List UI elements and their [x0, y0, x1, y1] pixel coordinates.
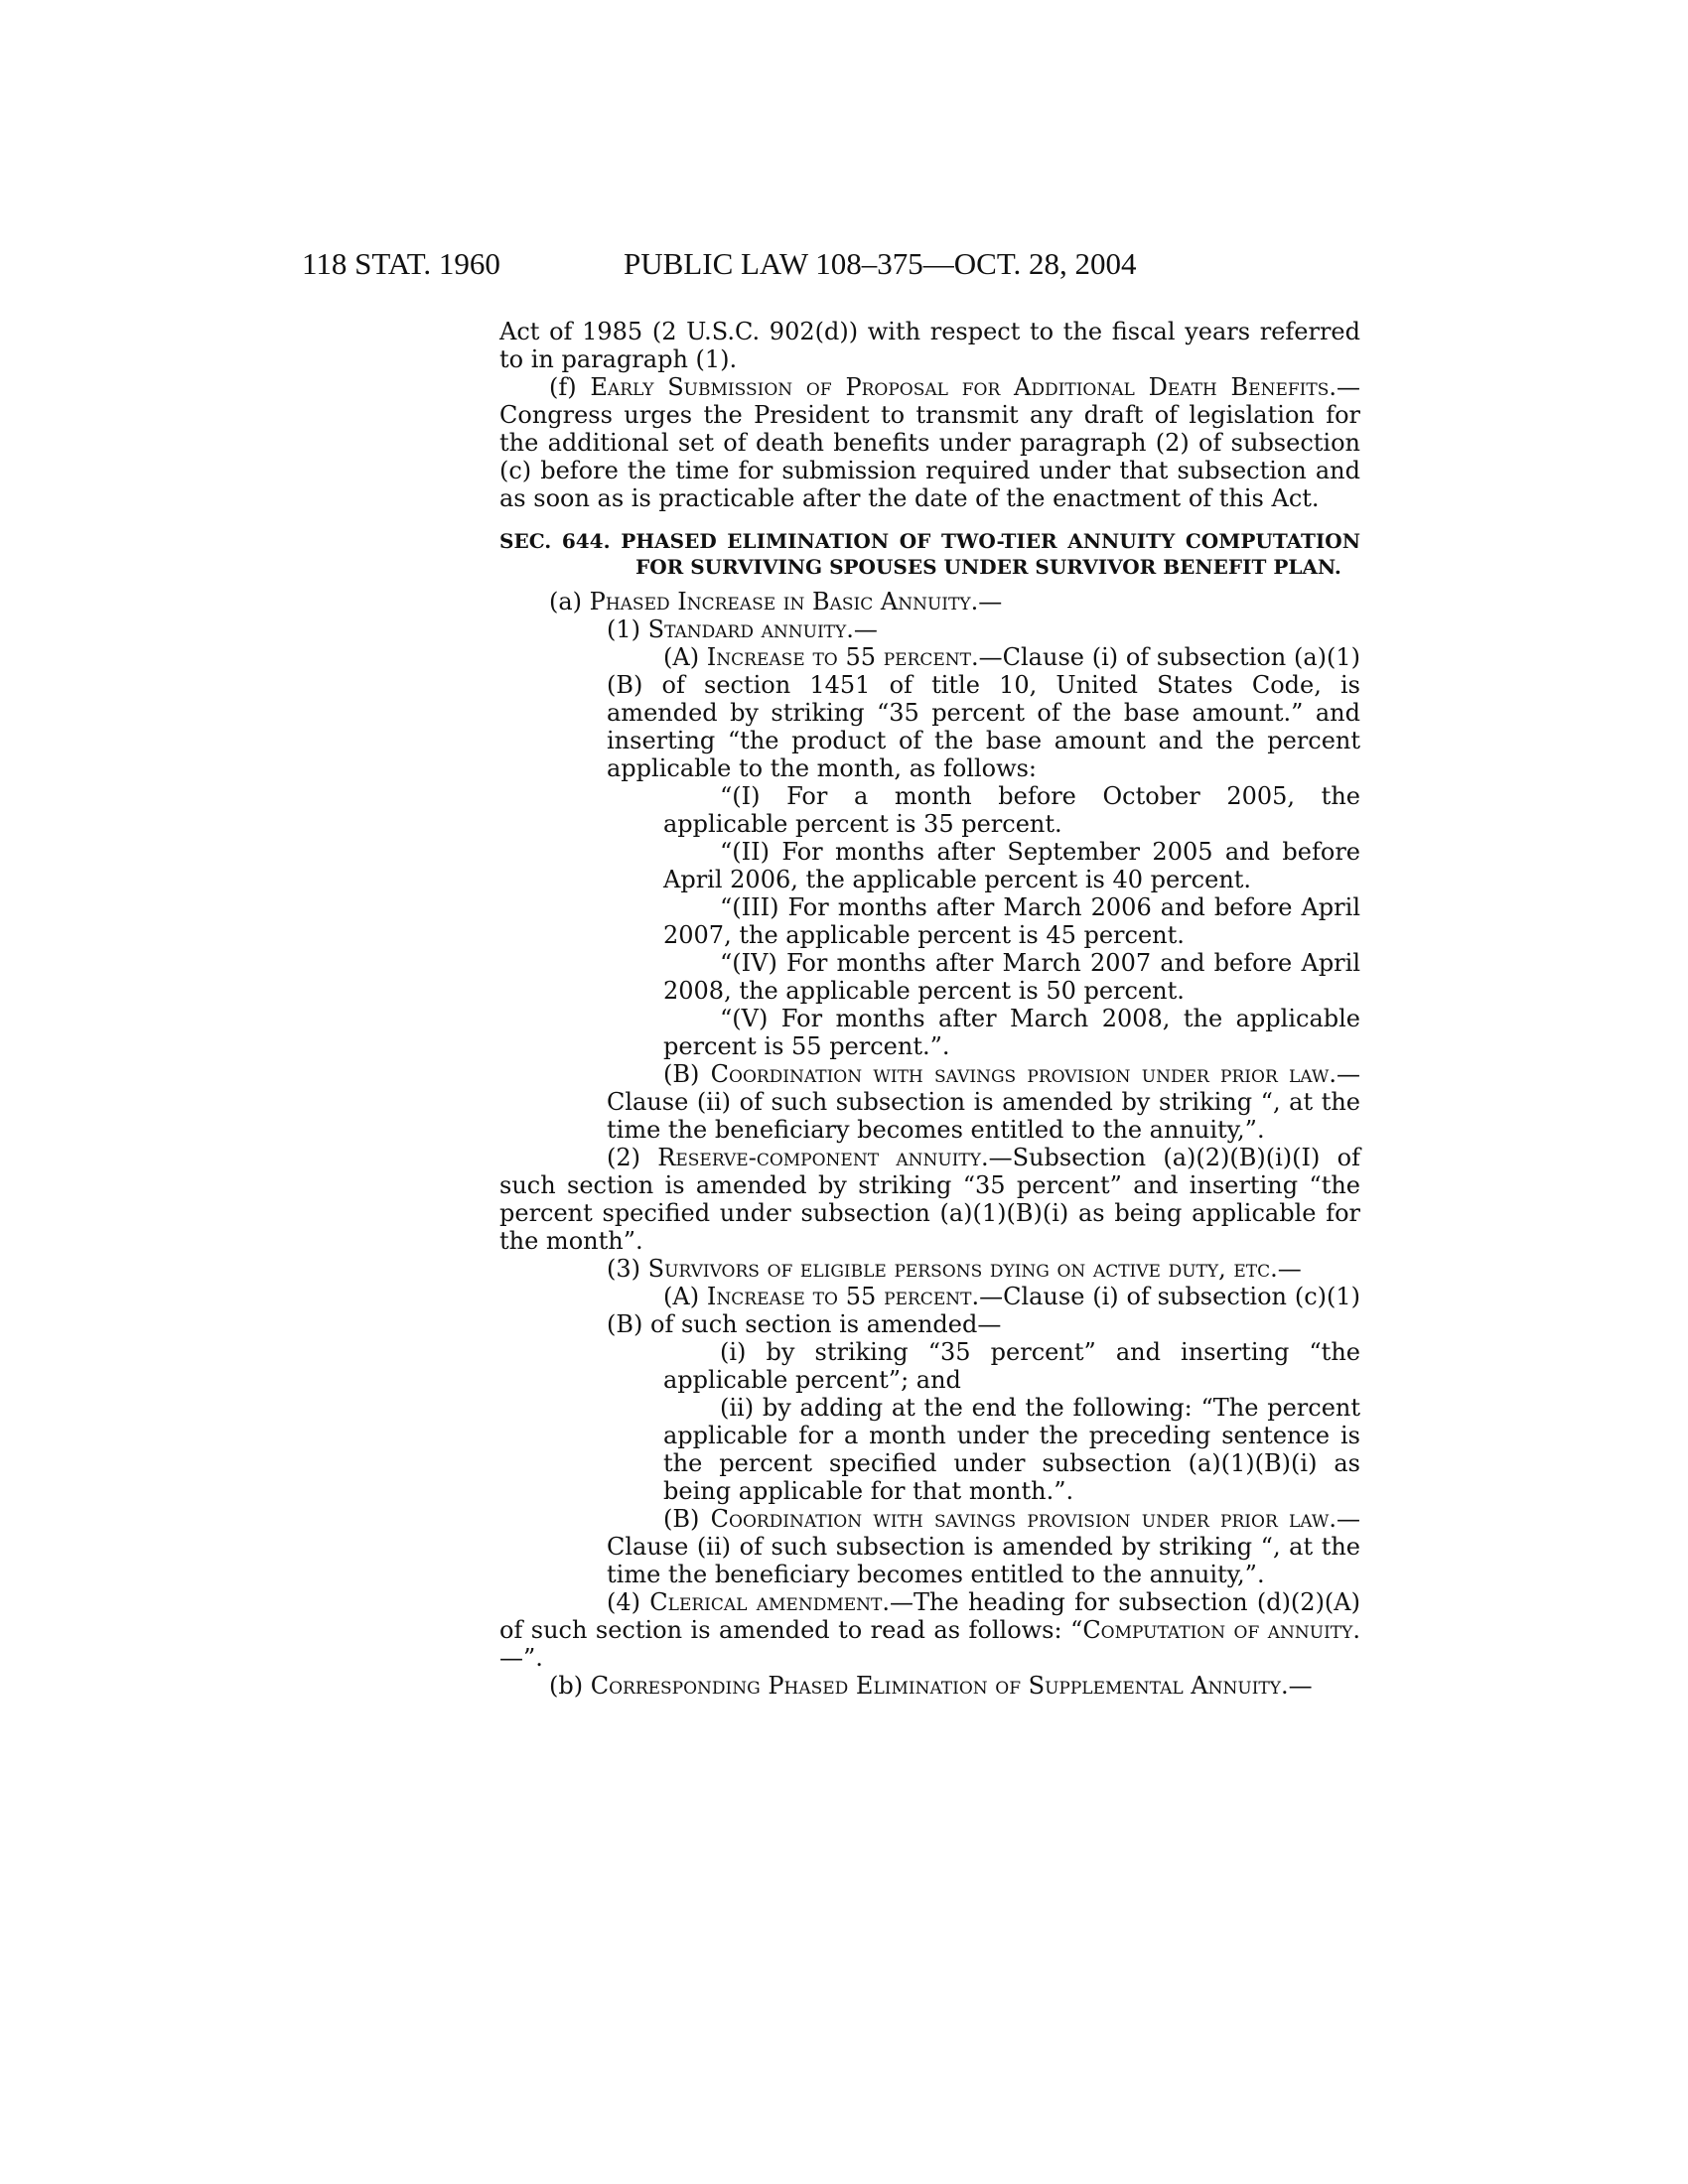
subsection-a-heading: Phased Increase in Basic Annuity.	[589, 588, 979, 615]
subparagraph-a3A-heading: Increase to 55 percent.	[706, 1283, 980, 1310]
subsection-f: (f) Early Submission of Proposal for Additional Death Benefits.—Congress urges the President to transmit any draft of legislation for the additional set of death benefits under paragraph (2) of subsection (c) before the time for submission required under that subsection and as soon as is practicable after the date of the enactment of this Act.	[499, 373, 1360, 512]
statute-page-number: 118 STAT. 1960	[302, 246, 500, 281]
subsection-b: (b) Corresponding Phased Elimination of Supplemental Annuity.—	[549, 1672, 1313, 1700]
paragraph-a3: (3) Survivors of eligible persons dying on active duty, etc.—	[607, 1255, 1302, 1283]
clause-IV: “(IV) For months after March 2007 and before April 2008, the applicable percent is 50 percent.	[663, 949, 1360, 1005]
clause-ii: (ii) by adding at the end the following: “The percent applicable for a month under the preceding sentence is the percent specified under subsection (a)(1)(B)(i) as being applicable for that month.”.	[663, 1394, 1360, 1505]
paragraph-a3-heading: Survivors of eligible persons dying on active duty, etc.	[647, 1255, 1278, 1283]
paragraph-a1: (1) Standard annuity.—	[607, 615, 878, 643]
paragraph-a2: (2) Reserve-component annuity.—Subsection (a)(2)(B)(i)(I) of such section is amended by striking “35 percent” and inserting “the percent specified under subsection (a)(1)(B)(i) as being applicable for the month”.	[499, 1144, 1360, 1255]
subsection-f-heading: Early Submission of Proposal for Additional Death Benefits.	[590, 373, 1336, 401]
continued-paragraph: Act of 1985 (2 U.S.C. 902(d)) with respect to the fiscal years referred to in paragraph (1).	[499, 318, 1360, 373]
document-body	[499, 318, 1360, 1700]
paragraph-a4: (4) Clerical amendment.—The heading for subsection (d)(2)(A) of such section is amended to read as follows: “Computation of annuity.—”.	[499, 1588, 1361, 1672]
paragraph-a1-heading: Standard annuity.	[647, 615, 854, 643]
subparagraph-a1A: (A) Increase to 55 percent.—Clause (i) of subsection (a)(1)(B) of section 1451 of title 10, United States Code, is amended by striking “35 percent of the base amount.” and inserting “the product of the base amount and the percent applicable to the month, as follows:	[607, 643, 1360, 782]
subparagraph-a1B: (B) Coordination with savings provision under prior law.—Clause (ii) of such subsection is amended by striking “, at the time the beneficiary becomes entitled to the annuity,”.	[607, 1060, 1360, 1144]
subparagraph-a3B-heading: Coordination with savings provision under prior law.	[710, 1505, 1336, 1533]
clause-i: (i) by striking “35 percent” and inserting “the applicable percent”; and	[663, 1338, 1360, 1394]
subparagraph-a1A-heading: Increase to 55 percent.	[706, 643, 979, 671]
section-heading: SEC. 644. PHASED ELIMINATION OF TWO-TIER ANNUITY COMPUTATION FOR SURVIVING SPOUSES UNDER SURVIVOR BENEFIT PLAN.	[499, 529, 1360, 579]
subparagraph-a1B-heading: Coordination with savings provision under prior law.	[710, 1060, 1336, 1088]
subsection-a: (a) Phased Increase in Basic Annuity.—	[549, 588, 1003, 615]
paragraph-a4-heading: Clerical amendment.	[649, 1588, 891, 1616]
page-header	[0, 246, 1688, 286]
subparagraph-a3A: (A) Increase to 55 percent.—Clause (i) of subsection (c)(1)(B) of such section is amended—	[607, 1283, 1361, 1338]
public-law-title: PUBLIC LAW 108–375—OCT. 28, 2004	[624, 246, 1137, 281]
clause-III: “(III) For months after March 2006 and before April 2007, the applicable percent is 45 percent.	[663, 893, 1360, 949]
paragraph-a4-quoted-heading: Computation of annuity.	[1082, 1616, 1361, 1644]
clause-I: “(I) For a month before October 2005, the applicable percent is 35 percent.	[663, 782, 1360, 838]
subsection-b-heading: Corresponding Phased Elimination of Supplemental Annuity.	[590, 1672, 1289, 1700]
clause-II: “(II) For months after September 2005 and before April 2006, the applicable percent is 40 percent.	[663, 838, 1360, 893]
clause-V: “(V) For months after March 2008, the applicable percent is 55 percent.”.	[663, 1005, 1360, 1060]
subparagraph-a3B: (B) Coordination with savings provision under prior law.—Clause (ii) of such subsection is amended by striking “, at the time the beneficiary becomes entitled to the annuity,”.	[607, 1505, 1360, 1588]
paragraph-a2-heading: Reserve-component annuity.	[657, 1144, 989, 1171]
